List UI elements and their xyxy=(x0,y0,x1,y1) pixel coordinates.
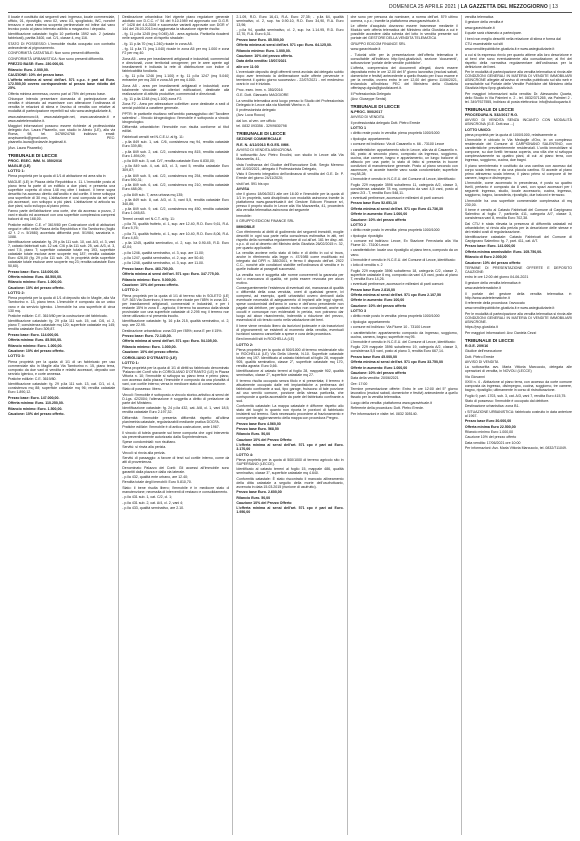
notice-paragraph: vendita telematica xyxy=(464,15,494,19)
notice-paragraph: - p.lla 1247, qualità seminativo, cl. 2, sup. are 50.40; xyxy=(122,255,205,260)
notice-paragraph: Zona A5 - area per insediamenti artigianali e industriali, commerciali e direzionali, zone territoriali omogenee; per le aree aperte agli insediamenti è indicata la rete di distribuzione con indice di fabbricabilità fondiaria. xyxy=(122,56,230,73)
notice-price-line: Prezzo base Euro 45.000,00 xyxy=(350,354,397,359)
notice-paragraph: Maggiori informazioni possono essere richieste al professionista delegato Avv. Laura Pisanello, con studio in Alezio (LE), alla via Roma, 98, tel. 3478924768 indirizzo email: avvpisanello@gmail.com, PEC: pisanello.laura@ordavvle.legalmail.it. xyxy=(8,124,116,145)
notice-paragraph: Piena proprietà per la quota di 500/1000 di terreno agricolo sito in SUPERSANO (LECCE). xyxy=(236,457,344,466)
notice-paragraph: Per informazioni: Avv. Maria Vittoria Marcuccio, tel. 0832/711049. xyxy=(464,446,567,451)
notice-paragraph: L'offerta, comprensiva dei documenti allegati, dovrà essere depositata entro le ore 12.00 del 5° giorno lavorativo (esclusi sabati, domeniche e festivi) antecedente a quello fissato per il suo esame e per la vendita, ovvero entro le ore 12,00 del giorno 11/06/2021, inviandola all'indirizzo PEC del Ministero della Giustizia offertapvp.dgsia@giustiziacert.it. xyxy=(350,66,458,91)
notice-price-line: Rilancio minimo: Euro. 1.000,00. xyxy=(122,344,177,349)
notice-paragraph: L'immobile è censito in N.C.E.U. del Comune di Lecce, identificato: xyxy=(350,340,456,345)
notice-paragraph: www.venditepubbliche.giustizia.it e www.astegiudiziarie.it xyxy=(464,306,555,311)
notice-paragraph: Per maggiori informazioni sulla vendita: Dr. Alessandro Quarta, dello Studio in Via Palmieri n. 2 - tel. 0832/371265, via Palmieri 2 - tel. 349/7927555, indirizzo di posta elettronica: info@studioquarta.it xyxy=(464,91,573,104)
notice-paragraph: Il professionista delegato xyxy=(236,107,276,112)
notice-paragraph: Il vincolo di tutela gravante sul bene comporta che ogni intervento sia preventivamente autorizzato dalla Soprintendenza. xyxy=(122,430,230,439)
notice-heading: TRIBUNALE DI LECCE xyxy=(350,104,400,110)
notice-paragraph: entro le ore 12:00 del giorno 04-06-2021 xyxy=(464,275,529,280)
notice-paragraph: che il giorno 18/06/2021 alle ore 16.00 e l'immobile per la quota di 1/1 in proprietà, sarà disciplinato con modalità asincrona tramite la piattaforma www.garavirtuale.it del Gestore Edicom Finance srl, presso il proprio studio in Lecce alla Via Mazzarella, 41, procederà alla vendita telematica asincrona del seguente xyxy=(236,192,344,213)
notice-paragraph: Il bene è censito al Catasto Fabbricati del Comune di Carpignano Salentino al foglio 7, particella 411, categoria A/7, classe 3, consistenza vani 8, rendita Euro 702,38. xyxy=(464,208,573,221)
notice-paragraph: Difformità: l'immobile presenta difformità rispetto all'ultima planimetria catastale, regolarizzabili mediante pratica DOCFA. xyxy=(122,415,230,424)
notice-paragraph: Vincoli: si rinvia alla perizia. xyxy=(122,450,166,455)
notice-subheading: SEZIONE COMMERCIALE xyxy=(236,137,282,142)
notice-price-line: Rilancio di Euro 2.000,00 xyxy=(464,255,507,260)
notice-paragraph: • diritto reale posto in vendita: piena proprietà 1000/1000 xyxy=(350,131,440,136)
notice-paragraph: L'eventuale deposito degli offerenti verrà avviata dal delegato subito dopo aver terminato la deliberazione sulle offerte pervenute e terminerà il quinto giorno successivo - 22/07/2021 - nel medesimo orario in cui è iniziata. xyxy=(236,70,344,87)
notice-price-line: Cauzione 10% del Prezzo Offerto xyxy=(236,437,292,442)
notice-price-line: Rilancio minimo: Euro. 1.000,00. xyxy=(8,280,63,285)
notice-paragraph: Pratiche edilizie: C.E. 3619/80 per la costruzione del fabbricato. xyxy=(8,313,108,318)
notice-subheading: LOTTO 4: xyxy=(236,452,254,457)
notice-price-line: Offerta minima ai sensi dell'art. 571 cpc Euro 41.736,30 xyxy=(350,206,443,211)
notice-paragraph: Identificazione al catasto terreni al foglio 28, mappale 902, qualità seminativo, classe 2°, superficie catastale mq 27. xyxy=(236,369,344,378)
notice-paragraph: Difformità urbanistiche: l'immobile non risulta conforme ai titoli edilizi. xyxy=(122,125,230,134)
notice-paragraph: - p.lla 849 sub. 5, cat. C/2, consistenza mq 254, rendita catastale Euro 590,31; xyxy=(122,173,230,182)
notice-paragraph: AVVISO DI VENDITA xyxy=(350,115,385,120)
notice-paragraph: TERMINE DI PRESENTAZIONE OFFERTE E DEPOSITO CAUZIONE: xyxy=(464,265,573,274)
notice-price-line: L'offerta minima ai sensi dell'art. 571 cpc è pari ad Euro. 1.950,00 xyxy=(236,506,344,515)
notice-price-line: Prezzo base Euro. 568,50 xyxy=(236,426,279,431)
notice-subheading: R.G.E. 209/16 xyxy=(464,343,489,348)
notice-price-line: Rilancio minimo: Euro. 1.500,00. xyxy=(8,406,63,411)
notice-paragraph: - fg. 11 p.lla 1248 (mq 1.100) zona F2. xyxy=(122,97,183,102)
notice-paragraph: • lotto di vendita n. 2 xyxy=(350,263,383,268)
notice-paragraph: Conformità catastale: La mappa catastale è difforme rispetto allo stato dei luoghi in quanto non riporta le porzioni di fabbricato insistenti sul terreno. Sarà necessario procedere al frazionamento e conseguente aggiornamento della mappa con procedura Pregeo. xyxy=(236,404,344,421)
notice-paragraph: - fg. 11 p.lla 70 (mq 1.240) ricade in zona A5. xyxy=(122,41,193,46)
notice-price-line: Offerta minima ai sensi dell'art. 571 cpc: Euro. 54.105,00. xyxy=(122,339,218,344)
notice-paragraph: Stato di possesso: l'immobile è occupato dal debitore. xyxy=(464,399,550,404)
notice-paragraph: • SITUAZIONE URBANISTICA: fabbricato costruito in data anteriore al 1967. xyxy=(464,409,573,418)
notice-price-line: Prezzo base Euro. 85.500,00 xyxy=(236,37,284,42)
notice-paragraph: Piena proprietà per la quota di 500/1000 di terreno residenziale sito in ROCHELLA (LE) Via Della Libertà, N.10. Superficie catastale totale: mq 197. Identificato al catasto fabbricati al foglio 28, mappale 905, qualità seminativo, classe 2°, superficie catastale mq 170, rendita agraria: Euro 0,66. xyxy=(236,347,344,368)
notice-paragraph: Servitù: si rinvia alla perizia. xyxy=(122,445,167,450)
notice-subheading: LOTTO 1: xyxy=(8,169,25,174)
notice-paragraph: AVVISO DI VENDITA xyxy=(464,359,499,364)
notice-paragraph: Il professionista delegato Dott. Pietro Errede xyxy=(350,120,421,125)
notice-paragraph: Il terreno risulta occupato senza titolo e si presentata; il terreno è attualmente occupato dalle reti impiantistiche a pertinenza del fabbricato confinante a sud, tipo garage, fruiscono di tale porzione ad uso servitù comune, porzione della stessa particella, che corrisponde a quella accessibile da parte del fabbricato confinante a sud. xyxy=(236,378,344,403)
notice-price-line: Cauzione 10% del Prezzo Offerto xyxy=(236,500,292,505)
notice-paragraph: www.garavirtuale.it xyxy=(350,47,381,52)
notice-price-line: Offerta minima ai sensi dell'art. 571 cpc: Euro. 64.125,00. xyxy=(236,43,332,48)
notice-paragraph: Identificazione catastale: fg. 29 p.lla 111 sub. 13, cat. C/1, cl. 4, consistenza mq 88; superficie catastale mq 96; rendita catastale Euro 1.890,12. xyxy=(8,382,116,395)
notice-paragraph: - p.lla 431 sub. 2, cat. A/4, cl. 2, vani 4; xyxy=(122,500,184,505)
notice-paragraph: L'immobile è ubicato in Via Medaglie d'Oro, in un complesso residenziale del Comune di CARPIGNANO SALENTINO, con caratteristiche prevalentemente residenziali. L'unità immobiliare si compone, su due livelli: terrazza coperta, una villa che si sviluppa complessivamente su quattro piani, di cui: al piano terra, con ingresso, soggiorno, cucina, due bagni. xyxy=(464,138,573,163)
notice-price-line: Offerta minima ai sensi dell'art. 571 cpc Euro 33.750,00 xyxy=(350,360,443,365)
notice-paragraph: • caratteristiche: locale uso ripostiglio al piano terra, composto da un vano. xyxy=(350,248,458,257)
notice-paragraph: Identificazione catastale: fg. 29 p.lla 111 sub. 10, cat. A/3, cl. 3, vani 7, catasto fabbricati sub. 12 cat. C/6 p.lla 111 sub. 25, cat. A/3, cl. 3, vani 7,5, piano T; superficie catastale totale mq 193, superficie catastale totale escluse aree scoperte mq 187; rendita catastale Euro 426,00 (fg. 29 p.lla 111 sub. 25, in proprietà della superficie catastale totale escluse aree scoperte mq 23; rendita catastale Euro 50,60). xyxy=(8,240,116,269)
notice-paragraph: - fg. 11 p.lla 1246 (mq 1.100) e fg. 11 p.lla 1247 (mq 5.040) entrambe per mq 200 e zona A5 per mq 4.000. xyxy=(122,74,230,83)
notice-subheading: LOTTO 2: xyxy=(236,342,254,347)
notice-paragraph: Pratiche edilizie: C.E. n° 3619/80 per Costruzione civili di abitazioni negozi e uffici nella Piazza della Repubblica e Via Tamborino (foglio 42 f. 2 n. 5/1980) accertata difformità prot. 5/1984; sanatoria n. 1088. xyxy=(8,222,116,239)
notice-paragraph: Zona A5 - area per insediamenti artigianali e industriali; zone totalmente vincolate ad ulteriori edificazioni, destinate alla realizzazione di attività produttive, commerciali e direzionali. xyxy=(122,83,230,96)
notice-paragraph: Il gestore della vendita telematica è: xyxy=(464,280,522,285)
notice-price-line: Prezzo base: Euro. 118.000,00. xyxy=(8,269,60,274)
notice-paragraph: Fanno parte dell'abitazione una corte, che dà accesso a pozzo, 2 vani e studio ed accessori con una superficie complessiva compresi balconi di mq 168,00. xyxy=(8,209,116,222)
notice-paragraph: Identificazione catastale: Catasto Fabbricati del Comune di Carpignano Salentino: fg. 7, part. 411, cat. A/7. xyxy=(464,234,573,243)
notice-paragraph: - p.lla 431 sub. 1, cat. C/2, cl. 1; xyxy=(122,495,173,500)
notice-paragraph: La vendita non è soggetta alle norme concernenti la garanzia per vizi o mancanza di qualità, né potrà essere revocata per alcun motivo. xyxy=(236,272,344,285)
notice-paragraph: AVVISO DI VENDITA SENZA INCANTO CON MODALITÀ ASINCRONA (G.E. Dott.ssa ...) xyxy=(464,118,573,127)
notice-paragraph: Visto il Decreto integrativo dell'ordinanza di vendita del G.E. Dr. P. Errede del giorno 24/11/2020; xyxy=(236,172,344,181)
notice-paragraph: Spese condominiali: non risultano. xyxy=(122,439,177,444)
notice-paragraph: Il locale è costituito dal seguenti vani: ingresso, locale commerciale, ufficio, 01, ripostiglio, vano 02, vano 03, spogliatoio, WC, nonché terrazzo e area esterna scoperta pertinenziale ed infine dal vano tecnico posto al piano interrato adibito a magazzino / deposito. xyxy=(8,15,116,32)
notice-subheading: PROC. ESEC. IMM. N. 350/2016 xyxy=(8,158,63,163)
notice-paragraph: Per le modalità di partecipazione alla vendita telematica si rinvia alle CONDIZIONI GENERALI IN MATERIA DI VENDITE IMMOBILIARI ASINCRONE. xyxy=(464,311,573,324)
notice-paragraph: il quale sarà chiamato a partecipare. xyxy=(464,31,522,36)
notice-paragraph: - p.lla 849 sub. 3, cat. D/7, rendita catastale Euro 6.830,00; xyxy=(122,158,215,163)
notice-paragraph: La vendita telematica avrà luogo presso lo Studio del Professionista Delegato in Lecce alla via Martiniti Viterbo n. 8. xyxy=(236,98,344,107)
notice-paragraph: Il sottoscritto Avv. Pietro Ercolini, con studio in Lecce alla Via Mazzarella, 41, xyxy=(236,153,344,162)
notice-paragraph: www.astetelematiche.it xyxy=(464,286,501,291)
notice-subheading: LOTTO 3: xyxy=(8,354,25,359)
notice-price-line: Prezzo base: Euro. 114.000,00. xyxy=(8,332,60,337)
notice-subheading: LOTTO 2: xyxy=(8,291,25,296)
notice-paragraph: Stato: il bene risulta libero; l'immobile è in mediocre stato di manutenzione; necessita di interventi di restauro e consolidamento. xyxy=(122,485,230,494)
notice-price-line: Cauzione: 10% del prezzo offerto. xyxy=(8,285,65,290)
notice-paragraph: (Avv. Luca Rocco) xyxy=(236,113,266,118)
notice-paragraph: www.asteannunci.it, www.astalegale.net, www.canaleaste.it e www.astetelematiche.it. xyxy=(8,114,116,123)
notice-subheading: CORIGLIANO D'OTRANTO (LE) xyxy=(122,355,177,360)
notice-paragraph: Via Giovanni xyxy=(464,374,485,379)
notice-paragraph: • comune ed indirizzo: Via di Casanello n. 66 - 73100 Lecce xyxy=(350,142,445,147)
notice-subheading: LOTTO 1 xyxy=(350,126,367,131)
notice-paragraph: Il portale del gestore della vendita telematica è: http://www.astetelematiche.it xyxy=(464,291,573,300)
notice-subheading: IMMOBILE xyxy=(236,224,255,229)
notice-paragraph: PPTR: le particelle risultano nell'ambito paesaggistico del 'Tavoliere salentino' - Vincolo idrogeologico: l'immobile è sottoposto a vincolo idrogeologico. xyxy=(122,111,230,124)
notice-price-line: Rilancio minimo: Euro. 1.000,00. xyxy=(8,343,63,348)
notice-paragraph: STATO DI POSSESSO: L'immobile risulta occupato con contratto antecedente al pignoramento. xyxy=(8,41,116,50)
notice-paragraph: - Tutorial utile per la presentazione dell'offerta telematica è consultabile all'indirizzo http://pst.giustizia.it, sezione 'documenti', sottosezione 'portale delle vendite pubbliche'. xyxy=(350,52,458,65)
notice-paragraph: - p.lla 849 sub. 8, cat. A/3, cl. 3, vani 5,5, rendita catastale Euro 340,86; xyxy=(122,198,230,207)
notice-price-line: Offerte in aumento: Euro 100,00 xyxy=(350,298,405,303)
notice-price-line: Cauzione: 10% del prezzo offerto xyxy=(350,371,407,376)
notice-price-line: Offerta minima: Euro. 88.500,00. xyxy=(8,275,63,280)
notice-paragraph: - p.lla 94, qualità seminativo, cl. 2, sup. ha 1.14.95, R.D. Euro 12,70, R.A. Euro 6,31. xyxy=(236,28,344,37)
notice-paragraph: Data della vendita: 20/06/2021 xyxy=(350,376,399,381)
notice-paragraph: tel. 0832 093356 - 329/9830798 xyxy=(236,124,287,129)
notice-paragraph: - p.lla 1245, qualità seminativo, cl. 2, sup. ha 0.90.45, R.D. Euro 42,04; xyxy=(122,241,230,250)
notice-paragraph: Conseguentemente l'esistenza di eventuali vizi, mancanza di qualità o difformità della cosa venduta, oneri di qualsiasi genere, ivi compresi, ad esempio, quelli urbanistici ovvero derivanti dalla eventuale necessità di adeguamento di impianti alle leggi vigenti, spese condominiali dell'anno in corso e dell'anno precedente non pagate dal debitore, per qualsiasi motivo non considerati, anche se occulti e comunque non evidenziati in perizia, non potranno dar luogo ad alcun risarcimento, indennità o riduzione del prezzo, essendosi di ciò tenuto conto nella valutazione dei beni. xyxy=(236,286,344,323)
notice-price-line: Prezzo base Euro. 2.600,00 xyxy=(236,490,282,495)
notice-paragraph: AVVISO DI VENDITA ASINCRONA xyxy=(236,147,292,152)
notice-paragraph: Foglio 229 mappale 3596 subalterno 19, categoria A/2, classe 3, consistenza 5,5 vani, posto al piano 3, rendita Euro 667,14. xyxy=(350,345,458,354)
notice-paragraph: Giudice dell'esecuzione xyxy=(464,349,502,354)
newspaper-name: LA GAZZETTA DEL MEZZOGIORNO xyxy=(460,4,548,10)
notice-paragraph: MAGLIE (LE) in Piazza della Repubblica n. 11. L'immobile posto al piano terra fa parte di un edificio a due piani, e presenta una superficie coperta di circa 148 mq oltre i balconi. Il bene sopra descritto ha accesso diretto dall'andito e dal cortile. Il bene sviluppa una superficie di 30 mq. L'abitazione è così composta da sei vani più accessori, con sviluppo a più piani. L'abitazione si articola su due piani, sullo sviluppo al piano primo. xyxy=(8,179,116,208)
notice-price-line: Prezzo base Euro 52.651,10 xyxy=(350,201,397,206)
notice-paragraph: Il referente della procedura: l'avvocato xyxy=(464,301,525,306)
notice-paragraph: Identificazione catastale: fg. 29 p.lla 111 sub. 15, cat. C/6, cl. 2, piano T; consistenza catastale mq 120; superficie catastale mq 145; rendita catastale Euro 309,87. xyxy=(8,319,116,332)
notice-price-line: Offerta minima ai sensi dell'art. 571 cpc: Euro. 347.775,00. xyxy=(122,272,220,277)
notice-paragraph: L'immobile è censito in N.C.E.U. del Comune di Lecce, identificato: xyxy=(350,177,456,182)
notice-paragraph: L'immobile, come accennato in precedenza, è posto su quattro livelli, pertanto è composto da 8 vani, con spazi accessori per i seguenti: ingresso, studio, locale accessorio, cucina, ingresso, soggiorno, bagno, lavanderia, ripostiglio, due balconi e terrazzo. xyxy=(464,181,573,198)
notice-price-line: Data della vendita: 15/07/2021 xyxy=(236,59,287,64)
notice-price-line: Cauzione: 10% del prezzo offerto. xyxy=(122,350,179,355)
notice-paragraph: - p.lla 849 sub. 4, cat. A/3, cl. 3, vani 5, rendita catastale Euro 309,87; xyxy=(122,164,230,173)
notice-paragraph: vista l'ordinanza del Giudice dell'Esecuzione Dott. Sergio Memmo del 11/03/2021, delegato il Professionista Delegato, xyxy=(236,162,344,171)
notice-paragraph: visti l'art. 591 bis cpc xyxy=(236,181,270,186)
notice-paragraph: Referente della procedura: Dott. Pietro Errede. xyxy=(350,406,424,411)
notice-paragraph: Fabbricati censiti nel N.C.E.U. al fg. 11: xyxy=(122,134,184,139)
column-3 xyxy=(232,15,343,835)
notice-paragraph: 2.1.09, R.D. Euro 16,41, R.A. Euro 27,35; - p.lla 64, qualità seminativo, cl. 2, sup. ha 0.90.10, R.D. Euro 34,90, R.A. Euro 13,96; xyxy=(236,15,344,28)
notice-paragraph: Le offerte d'acquisto dovranno essere trasmesse mediante il Modulo web offerta telematica del Ministero della Giustizia a cui è possibile accedere dalla scheda del lotto in vendita presente sul portale del GESTORE DELLA VENDITA TELEMATICA xyxy=(350,24,458,41)
notice-price-line: Prezzo base: Euro. 141.000,00 xyxy=(464,244,516,249)
notice-paragraph: immobile: xyxy=(236,213,252,218)
notice-paragraph: CONFORMITÀ CATASTALE: Non sono presenti difformità. xyxy=(8,51,100,56)
notice-paragraph: Destinazione urbanistica: zona D3 per l'85%; zona E per il 15%. xyxy=(122,328,223,333)
notice-price-line: Rilancio Euro. 50,00 xyxy=(236,495,271,500)
header-rule xyxy=(8,12,572,13)
notice-paragraph: • tipologia: ripostiglio xyxy=(350,233,384,238)
notice-price-line: PREZZO BASE: Euro. 230.000,00. xyxy=(8,62,65,67)
notice-subheading: R.E. N. 4/12/2013 R.G.ES. IMM. xyxy=(236,142,290,147)
notice-subheading: LOTTO 2: xyxy=(122,288,139,293)
notice-paragraph: Termine presentazione offerte: Entro le ore 12:00 del 5° giorno lavorativo (esclusi sabati, domeniche e festivi) antecedente a quello fissato per la vendita telematica. xyxy=(350,387,458,400)
notice-paragraph: Denominato Palazzo dei Conti: Gli accessi all'immobile sono garantiti dalla piazza e dalla via laterale. xyxy=(122,465,230,474)
notice-paragraph: • eventuali pertinenze, accessori e millesimi di parti comuni: xyxy=(350,196,445,201)
notice-price-line: Rilancio: Euro. 2.000,00. xyxy=(8,67,49,72)
notice-price-line: Rilancio minimo: Euro. 5.000,00. xyxy=(122,277,177,282)
notice-price-line: Offerta minima: Euro. 110.250,00. xyxy=(8,401,64,406)
notice-paragraph: CTU esaminabile sui siti xyxy=(464,42,503,47)
notice-price-line: Offerta minima ai sensi dell'art. 571 cpc Euro 2.107,50 xyxy=(350,292,441,297)
notice-paragraph: - p.lla 849 sub. 7, area urbana mq 135; xyxy=(122,192,184,197)
notice-paragraph: Offerta minima ammessa, ovvero pari al 75% del prezzo base. xyxy=(8,91,106,96)
notice-paragraph: Pratiche edilizie: l'immobile è di antica costruzione, ante 1967. xyxy=(122,425,220,430)
column-2 xyxy=(118,15,229,835)
notice-paragraph: Foglio 229 mappale 3596 subalterno 18, categoria C/2, classe 2, superficie catastale 6 mq, composto da vani 4,5 vani, posto al piano T, rendita Euro 14,26. xyxy=(350,268,458,281)
notice-paragraph: Data vendita: 17/06/2021 ore 10:00 xyxy=(464,440,521,445)
notice-paragraph: Per informazioni e visite: tel. 0832 305140. xyxy=(350,411,418,416)
notice-subheading: PROCEDURA N. 532/2017 R.G. xyxy=(464,113,519,118)
notice-paragraph: Per maggiori informazioni: Avv. Daniela Cezzi xyxy=(464,330,537,335)
notice-paragraph: Foglio 229 mappale 3596 subalterno 11, categoria A/2, classe 3, consistenza catastale 78 mq, composto da vani 4,5 vani, posto al piano 2/3 - T, rendita Euro 548,11. xyxy=(350,182,458,195)
notice-paragraph: Il Professionista Delegato xyxy=(350,91,391,96)
notice-paragraph: www.venditepubbliche.giustizia.it e www.astegiudiziarie.it xyxy=(464,47,555,52)
notice-paragraph: Cauzione 10% del prezzo offerto xyxy=(464,435,517,440)
running-head: DOMENICA 25 APRILE 2021 | LA GAZZETTA DEL MEZZOGIORNO | 13 xyxy=(388,4,558,10)
notice-price-line: Prezzo base: Euro. 463.700,00. xyxy=(122,266,174,271)
notice-paragraph: Stato di possesso: libero. xyxy=(122,387,162,392)
notice-paragraph: - fg. 11 p.lla 1245 (mq 9.045) A5 - area agricola. Particella ricadenti nelle seguenti zone di rispetto stradale: xyxy=(122,32,230,41)
notice-paragraph: Identificazione catastale: fg. 24 p.lla 432, cat. A/8, cl. 1, vani 18,5, rendita catastale Euro 2.197,32. xyxy=(122,406,230,415)
notice-paragraph: Identificazione catastale: fg. 16 p.lla 215, qualità seminativo, cl. 2, sup. are 22.95. xyxy=(122,319,230,328)
notice-paragraph: Con riferimento ai diritti di godimento dei seguenti immobili, moglie descritti in ogni sua parte nella consulenza estimativa in atti, nel rispetto della normativa regolamentare di cui all'art. 161 ter disp. att. c.p.c. di cui al decreto del Ministro della Giustizia 26/02/2015 n. 32, per quanto applicabile. xyxy=(236,229,344,250)
notice-paragraph: Piena proprietà per la quota di 1/1 di deposito sito in Maglie, alla Via Tamborino n. 13, piano terra. L'immobile è composto da un unico vano e da servizio igienico. L'immobile ha una superficie di circa 130 mq. xyxy=(8,296,116,313)
notice-paragraph: a cui si fa espresso rinvio per quanto attiene alla loro descrizione e ai beni che sono eventualmente alla consultazione; ai fini del rispetto della normativa regolamentare dell'ordinanza per la definizione dei beni. xyxy=(464,52,573,69)
notice-paragraph: La vendita avviene nello stato di fatto e di diritto in cui si trova, anche in riferimento alla legge n. 47/1985 come modificato ed integrato dal DPR n. 380/2001, e fermo il disposto dell'art. 2922 C.C., nonché alle condizioni stabilite nell'ordinanza di vendita e in quelle indicate ai paragrafi successivi. xyxy=(236,251,344,272)
notice-paragraph: Proc. esec. imm. n. 350/2016 xyxy=(236,87,283,92)
page-number: 13 xyxy=(552,4,558,10)
notice-price-line: Rilancio Euro. 50,00 xyxy=(236,432,271,437)
notice-paragraph: Beni immobili siti in ROCHELLA (LE) xyxy=(236,337,295,342)
notice-price-line: Cauzione: 10% del prezzo offerto. xyxy=(8,412,65,417)
notice-paragraph: Il piano seminterrato è costituito da una cantina con accesso dal corpo scala interno; e da una piccola cantina. Si accede al piano primo attraverso scala interna; il piano primo si compone di tre camere, bagno e disimpegno. xyxy=(464,163,573,180)
notice-paragraph: G.E. Dott. Giancarlo MAGGIORE xyxy=(236,93,289,98)
notice-price-line: Prezzo base Euro 2.810,00 xyxy=(350,287,395,292)
notice-paragraph: Piena proprietà per la quota di 1/1 di diritti su fabbricato denominato 'Palazzo dei Conti' sito in CORIGLIANO D'OTRANTO (LE) in Piazza Vittoria n. 10; l'immobile si sviluppa su piano terra e primo piano, con accesso dalla piazza; l'immobile è composto da una pluralità di vani, con cortile interno; versa in mediocre stato di conservazione. xyxy=(122,365,230,386)
notice-price-line: Cauzione: 10% del prezzo offerto xyxy=(350,303,407,308)
notice-price-line: Rilancio minimo: Euro. 1.000,00. xyxy=(236,48,291,53)
notice-paragraph: - p.lla 849 sub. 9, cat. C/2, consistenza mq 450, rendita catastale Euro 1.045,83. xyxy=(122,207,230,216)
notice-price-line: L'offerta minima ai sensi dell'art. 571 cpc è pari ad Euro. 3.170,00 xyxy=(236,443,344,452)
notice-price-line: Prezzo base Euro 30.000,00 xyxy=(464,419,512,424)
notice-paragraph: • tipologia: appartamento xyxy=(350,319,390,324)
notice-price-line: Prezzo base Euro 4.560,00 xyxy=(236,421,281,426)
notice-paragraph: • diritto reale posto in vendita: piena proprietà 1000/1000 xyxy=(350,314,440,319)
notice-paragraph: (Avv. Giuseppe Senisi) xyxy=(350,97,387,102)
notice-paragraph: - p.lla 849 sub. 2, cat. C/2, consistenza mq 815, rendita catastale Euro 1.894,09; xyxy=(122,149,230,158)
notice-paragraph: Servitù di passaggio: a favore di terzi sul cortile interno, come da atti di provenienza. xyxy=(122,456,230,465)
notice-paragraph: Vincoli: l'immobile è sottoposto a vincolo storico-artistico ai sensi del D.Lgs. 42/2004; l'alienazione è soggetta a diritto di prelazione da parte del Ministero. xyxy=(122,392,230,405)
notice-paragraph: (Avv. Laura Pisanello) xyxy=(8,145,43,150)
notice-paragraph: Identificato al catasto terreni al foglio 15, mappale 486, qualità seminativo, classe 3°, superficie catastale mq 4.640. xyxy=(236,467,344,476)
notice-paragraph: Il gestore della vendita è xyxy=(464,20,504,25)
notice-paragraph: I beni non meglio descritti nella relazione di stima e forma dal xyxy=(464,36,561,41)
notice-paragraph: • diritto reale posto in vendita: piena proprietà 1000/1000 xyxy=(350,228,440,233)
notice-paragraph: • caratteristiche: appartamento sito in Lecce, alla via di Casanello n. 66, posto al secondo piano, composto da ingresso, soggiorno, cucina, due camere, bagno e appartamento, un lungo balcone di affaccio per una parte; lo stato di fatto si presenta in buone condizioni di manutenzione generale. Posto al piano secondo con ascensore, si accede tramite vano scala condominiale; superficie mq 88,28; xyxy=(350,147,458,176)
notice-price-line: Offerta minima Euro 22.500,00 xyxy=(464,424,516,429)
notice-subheading: LOTTO UNICO: xyxy=(464,127,492,132)
notice-heading: TRIBUNALE DI LECCE xyxy=(236,131,286,137)
notice-paragraph: CONFORMITÀ URBANISTICA: Non sono presenti difformità. xyxy=(8,56,104,61)
notice-paragraph: Il GRUPPO EDICOM FINANCE SRL xyxy=(236,219,295,224)
notice-paragraph: Chiunque intenda presentare domanda di partecipazione alla vendita è chiamato ad esaminare con attenzione l'ordinanza di vendita le relazioni di stima e l'avviso di vendita con relative ai modalità di partecipazione reperibili sul sito www.astegiudiziarie.it, xyxy=(8,97,116,114)
notice-price-line: Cauzione: 10% del prezzo offerto. xyxy=(236,54,293,59)
notice-price-line: alle ore 11:00 xyxy=(236,64,259,69)
notice-price-line: CAUZIONE: 10% del prezzo base. xyxy=(8,72,65,77)
legal-notices-columns xyxy=(8,15,572,835)
notice-price-line: Cauzione: 10% del prezzo offerto xyxy=(350,217,407,222)
notice-price-line: Cauzione: 10% del prezzo offerto. xyxy=(8,348,65,353)
notice-paragraph: www.garavirtuale.it xyxy=(464,25,495,30)
notice-paragraph: dal lun. al ven. ore ufficio xyxy=(236,118,276,123)
notice-paragraph: La sottoscritta avv. Maria Vittoria Marcuccio, delegata alle operazioni di vendita, in NOVOLI (LECCE) xyxy=(464,365,573,374)
notice-subheading: MAGLIE (LE) xyxy=(8,163,31,168)
notice-heading: TRIBUNALE DI LECCE xyxy=(464,106,515,112)
notice-paragraph: L'immobile è censito in N.C.E.U. del Comune di Lecce, identificato: xyxy=(350,257,456,262)
notice-paragraph: Foglio 9, part. 1703, sub. 3, cat. A/3, vani 7, rendita Euro 415,75. xyxy=(464,393,567,398)
notice-paragraph: - p.lla 71, qualità frutteto, cl. 1, sup. are 10.40, R.D. Euro 8,06, R.A. Euro 4,83; xyxy=(122,231,230,240)
notice-price-line: Prezzo base: Euro. 72.140,00. xyxy=(122,333,172,338)
notice-paragraph: Destinazione urbanistica: zona B1. xyxy=(464,404,520,409)
notice-paragraph: che sono per persona da nominare, a norma dell'art. 579 ultimo comma, c.p.c.; tramite la piattaforma www.garavirtuale.it. xyxy=(350,15,458,24)
notice-paragraph: Piena proprietà per la quota di 1/1 di abitazione ed area sita in xyxy=(8,174,106,179)
notice-price-line: Offerta minima ammissibile: Euro. 105.750,00. xyxy=(464,249,543,254)
notice-subheading: LOTTO 1: xyxy=(122,360,139,365)
notice-paragraph: • eventuali pertinenze, accessori e millesimi di parti comuni: xyxy=(350,282,445,287)
notice-paragraph: Piena proprietà per la quota di 1/1 di terreno sito in SOLETO (LE) S.P. 363 Via Guerrinoro, il terreno che ricade per l'85% in zona D3 - per insediamenti artigianali, commerciali e industriali, e per il restante 15% in zona E - agricola; il terreno ha accesso dalla strada provinciale con una superficie catastale di 2.295 mq; il terreno non viene utilizzato e si presenta incolto. xyxy=(122,293,230,318)
notice-paragraph: Destinazione urbanistica: Nel vigente piano regolatore generale adottato con D.C.C. n° 54 del 9.10.1989 ed approvato con D.G.R. n° 1428 del 4.6.2008 e successive varianti approvate con DGR n° 144 del 26.03.2013 ed aggiornata la situazione vigente risulta: xyxy=(122,15,230,32)
notice-paragraph: Il bene viene venduto libero da iscrizioni ipotecarie e da trascrizioni di pignoramenti; se esistenti al momento della vendita, eventuali iscrizioni saranno cancellate a spese e cura della procedura. xyxy=(236,323,344,336)
notice-price-line: Cauzione: 10% del prezzo offerto. xyxy=(122,282,179,287)
notice-paragraph: Pratiche edilizie: C.E. 3619/80. xyxy=(8,377,57,382)
notice-paragraph: Identificazione catastale: foglio 10 particella 1592 sub. 2 (catasto fabbricati), partita 3400, cat. C/1, classe 4, mq 116. xyxy=(8,32,116,41)
notice-subheading: LOTTO 2 xyxy=(350,223,367,228)
notice-paragraph: Dott. Pietro Errede xyxy=(464,354,495,359)
notice-price-line: Cauzione: 10% del prezzo offerto xyxy=(464,260,521,265)
notice-paragraph: - p.lla 70, qualità frutteto, cl. 1, sup. are 12.40, R.D. Euro 9,61, R.A. Euro 5,76; xyxy=(122,222,230,231)
notice-paragraph: GRUPPO EDICOM FINANCE SRL xyxy=(350,41,406,46)
notice-subheading: LOTTO 3 xyxy=(350,309,367,314)
column-4 xyxy=(347,15,458,835)
column-5 xyxy=(461,15,572,835)
notice-paragraph: Rilancio minimo Euro 1.000,00 xyxy=(464,430,514,435)
notice-paragraph: Zona F2 - Area per attrezzature collettive: zone destinate a sedi di servizi pubblici a carattere generale. xyxy=(122,102,230,111)
notice-paragraph: Rendita totale degli immobili: Euro 5.810,70. xyxy=(122,480,192,485)
notice-price-line: L'offerta minima ai sensi dell'art. 571 c.p.c. è pari ad Euro. 172.500,00 ovvero corrispondente al prezzo base ridotto del 25%. xyxy=(8,78,116,91)
notice-paragraph: • comune ed indirizzo: Lecce, Ex Stazione Ferroviaria alla Via Fiume 10 - 73100 Lecce xyxy=(350,239,458,248)
notice-price-line: AVVISA xyxy=(236,186,250,191)
notice-paragraph: - p.lla 433, qualità seminativo, are 2.10. xyxy=(122,506,185,511)
notice-paragraph: Terreni censiti nel N.C.T. al fg. 11: xyxy=(122,216,175,221)
notice-paragraph: Per le modalità di partecipazione alla vendita telematica si rinvia alle CONDIZIONI GENERALI IN MATERIA DI VENDITE IMMOBILIARI ASINCRONE allegate all'avviso di vendita pubblicato sul sito web e consultabile sul Portale delle Vendite Pubbliche del Ministero della Giustizia https://pvp.giustizia.it. xyxy=(464,70,573,91)
notice-price-line: Offerte in aumento: Euro 1.000,00 xyxy=(350,212,408,217)
notice-paragraph: - fg. 11 p.lla 71 (mq 1.040) ricade in zona A5 per mq 1.000 e zona F2 per mq 40. xyxy=(122,47,230,56)
notice-paragraph: Conformità catastale: È stato riscontrato il mancato allineamento della ditta catastale a seguito della morte dell'usufruttuario, avvenuta in data 15.03.2015 (riunione di usufrutto). xyxy=(236,476,344,489)
notice-price-line: Prezzo base: Euro. 147.000,00. xyxy=(8,395,60,400)
notice-paragraph: Luogo della vendita: piattaforma www.garavirtuale.it xyxy=(350,400,432,405)
notice-paragraph: - p.lla 1248, qualità seminativo, cl. 3, sup. are 11.00. xyxy=(122,261,204,266)
notice-paragraph: L'immobile ha una superficie commerciale complessiva di mq 230,00. xyxy=(464,198,573,207)
page-header xyxy=(0,0,580,14)
notice-paragraph: - p.lla 1246, qualità seminativo, cl. 3, sup. are 11.00; xyxy=(122,250,204,255)
notice-price-line: Offerte in aumento: Euro 1.000,00 xyxy=(350,365,408,370)
notice-paragraph: Piena proprietà per la quota di 1/1 di un fabbricato per uso commerciale sito in Maglie alla Via Tamborino n. 15, piano terra, composto da due vani di vendita e relativi accessori, deposito con servizio igienico, e corte annessa. xyxy=(8,359,116,376)
notice-paragraph: • comune ed indirizzo: Via Fiume 10 - 73100 Lecce xyxy=(350,325,431,330)
notice-heading: TRIBUNALE DI LECCE xyxy=(464,337,515,343)
notice-paragraph: • caratteristiche: appartamento composto da ingresso, soggiorno, cucina, camera, bagno; superficie mq 95. xyxy=(350,330,458,339)
notice-paragraph: Ore: 17:00 xyxy=(350,381,368,386)
column-1 xyxy=(8,15,115,835)
notice-price-line: Offerta minima: Euro. 85.500,00. xyxy=(8,338,63,343)
notice-paragraph: - p.lla 849 sub. 6, cat. C/2, consistenza mq 210, rendita catastale Euro 488,05; xyxy=(122,183,230,192)
notice-paragraph: piena proprietà per la quota di 1000/1000, relativamente a: xyxy=(464,132,557,137)
notice-subheading: N.PROC. 500/2017 xyxy=(350,110,383,115)
notice-heading: TRIBUNALE DI LECCE xyxy=(8,152,58,158)
notice-paragraph: - p.lla 849 sub. 1, cat. C/6, consistenza mq 94, rendita catastale Euro 339,85; xyxy=(122,140,230,149)
notice-paragraph: • tipologia: appartamento xyxy=(350,136,390,141)
issue-date: DOMENICA 25 APRILE 2021 xyxy=(388,4,457,10)
notice-paragraph: https://pvp.giustizia.it xyxy=(464,325,498,330)
notice-paragraph: - p.lla 432, qualità ente urbano, are 12.40; xyxy=(122,474,189,479)
notice-paragraph: Dal CTU è stata rilevata la presenza di difformità catastali ed urbanistiche; si rinvia alla perizia per la descrizione delle stesse e dei relativi costi di regolarizzazione. xyxy=(464,221,573,234)
notice-paragraph: XXIII n. 4 - Abitazione al piano terra, con accesso da corte comune composta da ingresso, disimpegno, cucina, soggiorno, tre camere, bagno, ripostiglio; ultimamente in corso di ristrutturazione. xyxy=(464,380,573,393)
